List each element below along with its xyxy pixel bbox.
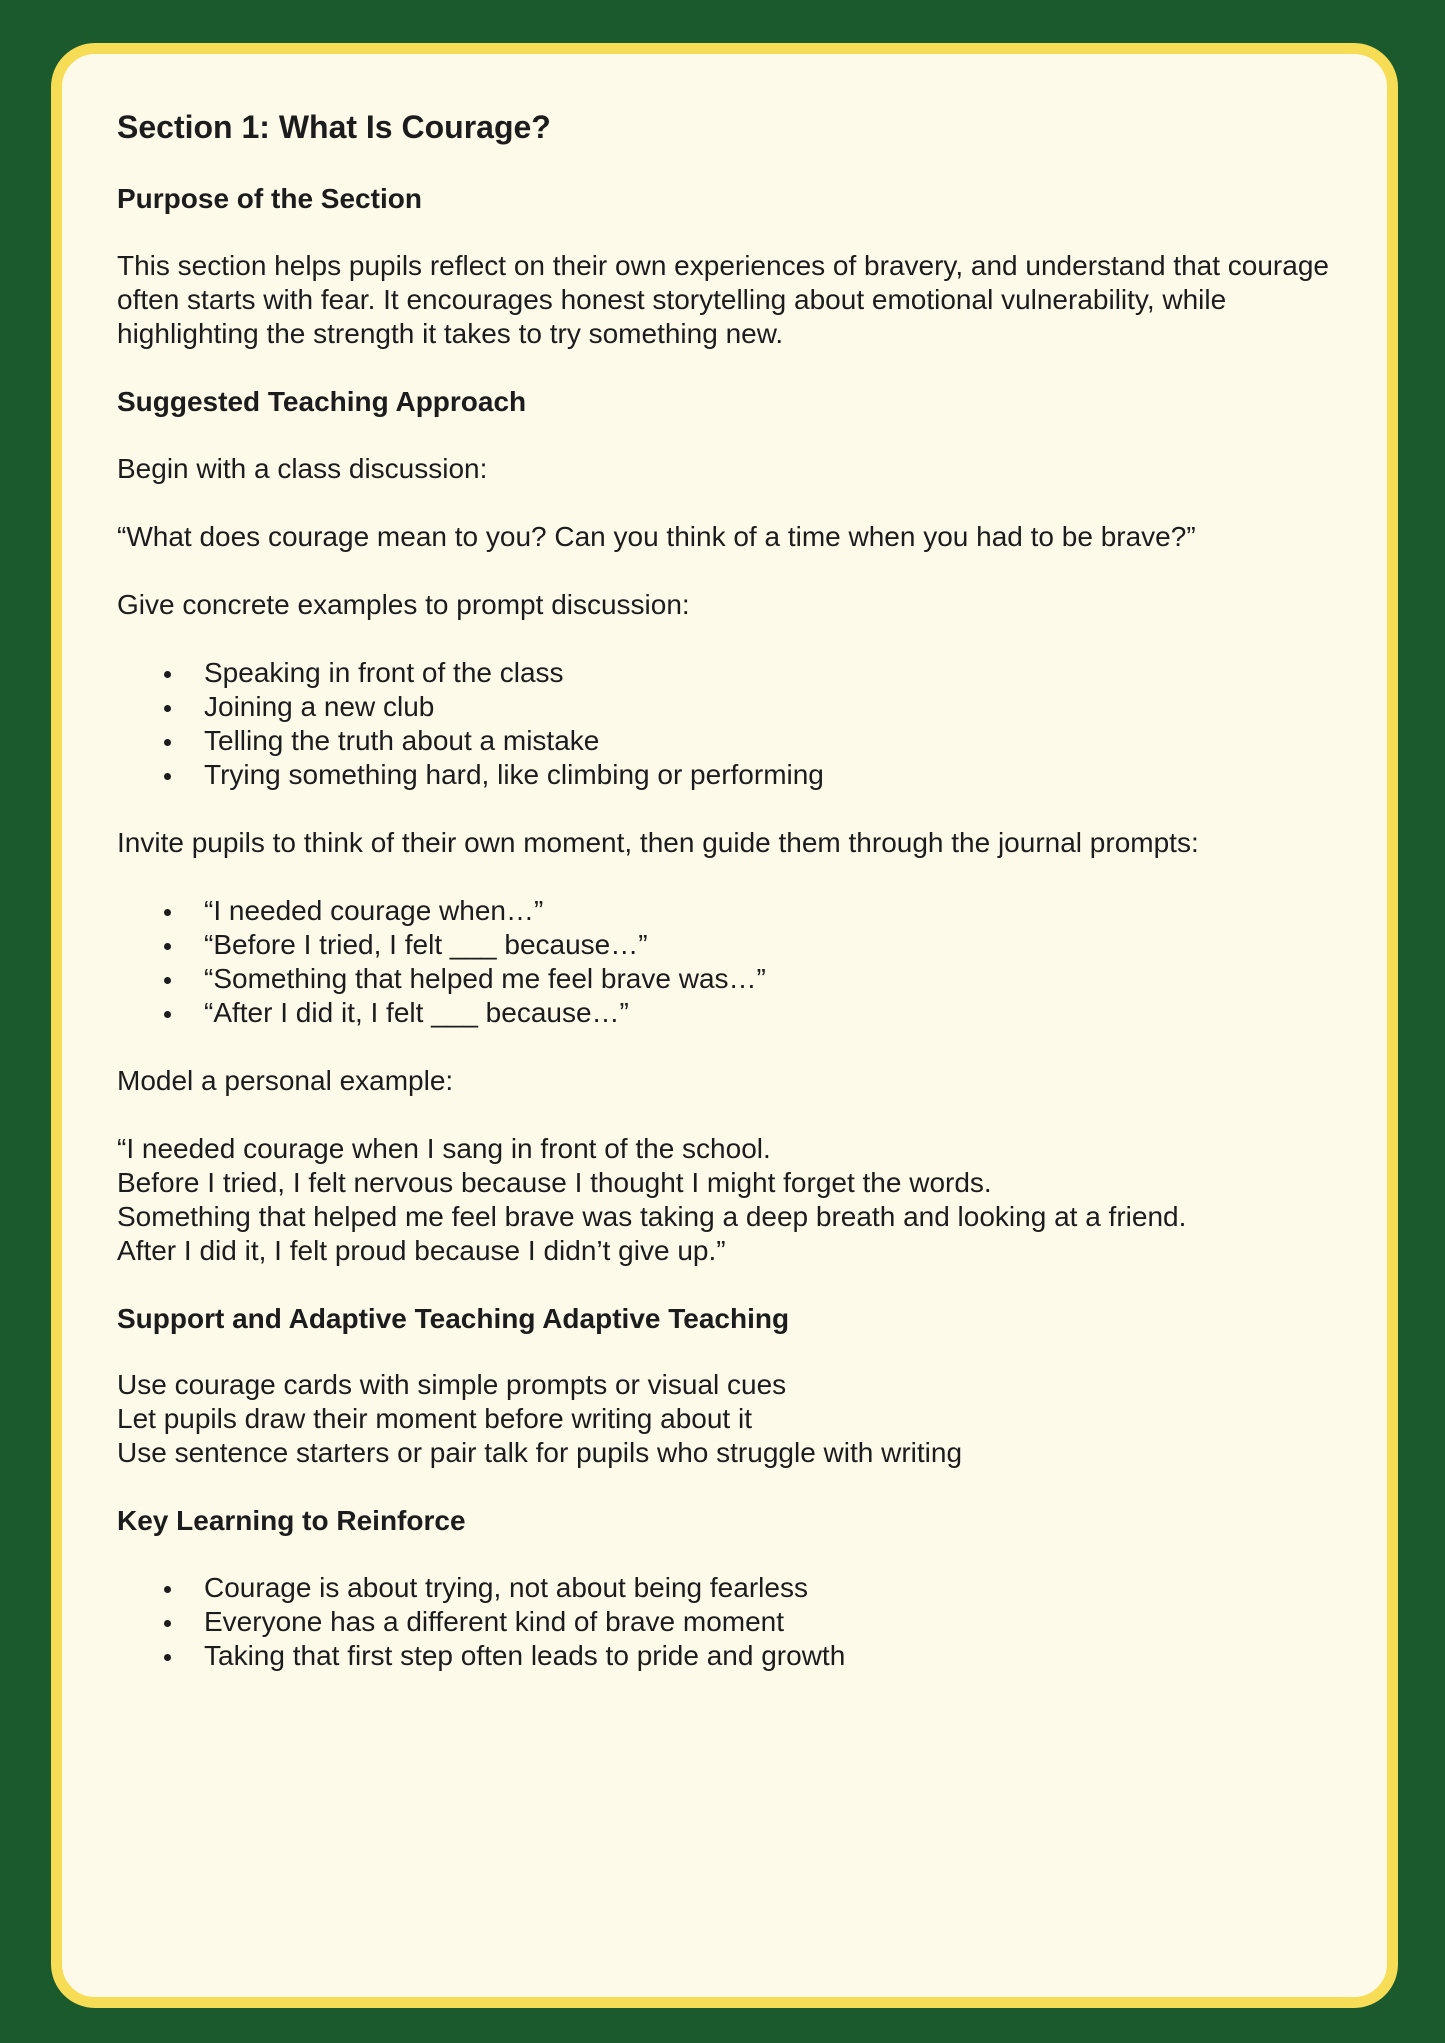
page-title: Section 1: What Is Courage? (117, 109, 551, 145)
purpose-text: This section helps pupils reflect on their own experiences of bravery, and understand that courage often starts with fear. It encourages honest storytelling about emotional vulnerability, while highlighting the strength it takes to try something new. (117, 249, 1329, 349)
examples-list (117, 656, 1337, 792)
document-card (51, 43, 1398, 2008)
list-item: Joining a new club (204, 690, 1337, 724)
support-line: Use sentence starters or pair talk for pupils who struggle with writing (117, 1437, 963, 1469)
list-item: “Before I tried, I felt ___ because…” (204, 928, 1337, 962)
key-learning-heading: Key Learning to Reinforce (117, 1505, 466, 1537)
approach-intro: Begin with a class discussion: (117, 452, 488, 484)
list-item: “After I did it, I felt ___ because…” (204, 996, 1337, 1030)
list-item: Trying something hard, like climbing or performing (204, 758, 1337, 792)
list-item: “Something that helped me feel brave was…” (204, 962, 1337, 996)
list-item: Speaking in front of the class (204, 656, 1337, 690)
model-line: “I needed courage when I sang in front of the school. (117, 1132, 771, 1164)
list-item: Courage is about trying, not about being fearless (204, 1571, 1337, 1605)
list-item: Taking that first step often leads to pride and growth (204, 1639, 1337, 1673)
list-item: “I needed courage when…” (204, 894, 1337, 928)
support-line: Let pupils draw their moment before writing about it (117, 1403, 752, 1435)
prompts-intro: Invite pupils to think of their own moment, then guide them through the journal prompts: (117, 826, 1199, 858)
support-text (117, 1368, 1337, 1470)
support-heading: Support and Adaptive Teaching Adaptive Teaching (117, 1302, 790, 1334)
examples-intro: Give concrete examples to prompt discussion: (117, 588, 690, 620)
support-line: Use courage cards with simple prompts or visual cues (117, 1369, 787, 1401)
list-item: Telling the truth about a mistake (204, 724, 1337, 758)
approach-heading: Suggested Teaching Approach (117, 385, 527, 417)
model-intro: Model a personal example: (117, 1064, 454, 1096)
model-line: After I did it, I felt proud because I didn’t give up.” (117, 1234, 726, 1266)
key-learning-list (117, 1571, 1337, 1673)
document-content (117, 108, 1337, 1707)
list-item: Everyone has a different kind of brave moment (204, 1605, 1337, 1639)
purpose-heading: Purpose of the Section (117, 183, 422, 215)
model-line: Before I tried, I felt nervous because I thought I might forget the words. (117, 1166, 992, 1198)
model-example (117, 1132, 1337, 1268)
model-line: Something that helped me feel brave was taking a deep breath and looking at a friend. (117, 1200, 1187, 1232)
discussion-question: “What does courage mean to you? Can you think of a time when you had to be brave?” (117, 520, 1196, 552)
journal-prompts-list (117, 894, 1337, 1030)
